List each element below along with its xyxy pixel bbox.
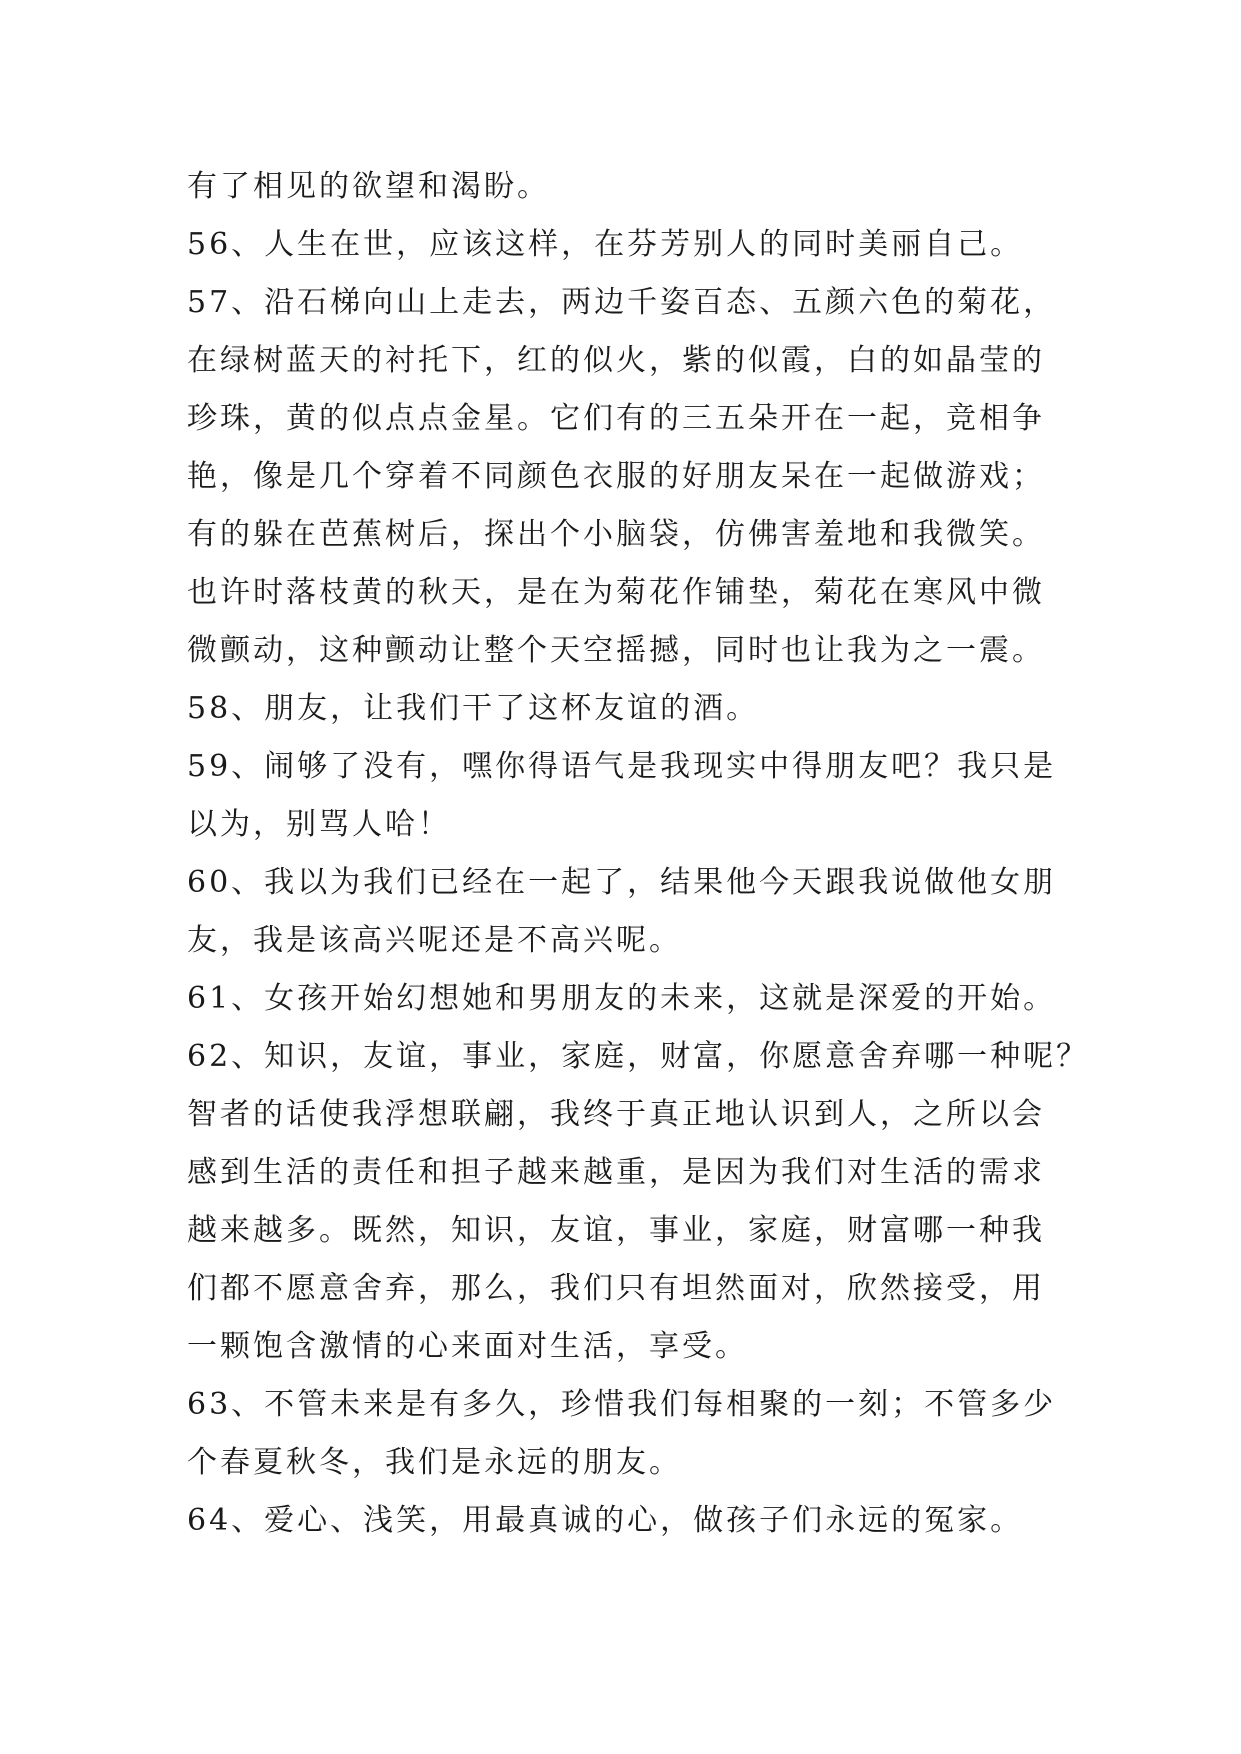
text-line: 63、不管未来是有多久，珍惜我们每相聚的一刻；不管多少 [187, 1387, 1057, 1422]
text-line: 一颗饱含激情的心来面对生活，享受。 [187, 1329, 748, 1364]
text-line: 珍珠，黄的似点点金星。它们有的三五朵开在一起，竞相争 [187, 401, 1045, 436]
text-line: 也许时落枝黄的秋天，是在为菊花作铺垫，菊花在寒风中微 [187, 575, 1045, 610]
text-line: 在绿树蓝天的衬托下，红的似火，紫的似霞，白的如晶莹的 [187, 343, 1045, 378]
text-line: 有的躲在芭蕉树后，探出个小脑袋，仿佛害羞地和我微笑。 [187, 517, 1045, 552]
text-line: 以为，别骂人哈！ [187, 807, 451, 842]
text-line: 感到生活的责任和担子越来越重，是因为我们对生活的需求 [187, 1155, 1045, 1190]
text-line: 61、女孩开始幻想她和男朋友的未来，这就是深爱的开始。 [187, 981, 1057, 1016]
text-line: 智者的话使我浮想联翩，我终于真正地认识到人，之所以会 [187, 1097, 1045, 1132]
text-line: 56、人生在世，应该这样，在芬芳别人的同时美丽自己。 [187, 227, 1024, 262]
text-line: 们都不愿意舍弃，那么，我们只有坦然面对，欣然接受，用 [187, 1271, 1045, 1306]
text-line: 64、爱心、浅笑，用最真诚的心，做孩子们永远的冤家。 [187, 1503, 1024, 1538]
body-text [187, 158, 1090, 1550]
text-line: 62、知识，友谊，事业，家庭，财富，你愿意舍弃哪一种呢？ [187, 1039, 1090, 1074]
text-line: 越来越多。既然，知识，友谊，事业，家庭，财富哪一种我 [187, 1213, 1045, 1248]
text-line: 艳，像是几个穿着不同颜色衣服的好朋友呆在一起做游戏； [187, 459, 1045, 494]
text-line: 59、闹够了没有，嘿你得语气是我现实中得朋友吧？我只是 [187, 749, 1057, 784]
text-line: 58、朋友，让我们干了这杯友谊的酒。 [187, 691, 760, 726]
text-line: 个春夏秋冬，我们是永远的朋友。 [187, 1445, 682, 1480]
text-line: 友，我是该高兴呢还是不高兴呢。 [187, 923, 682, 958]
text-line: 微颤动，这种颤动让整个天空摇撼，同时也让我为之一震。 [187, 633, 1045, 668]
text-line: 有了相见的欲望和渴盼。 [187, 169, 550, 204]
text-line: 57、沿石梯向山上走去，两边千姿百态、五颜六色的菊花， [187, 285, 1057, 320]
text-line: 60、我以为我们已经在一起了，结果他今天跟我说做他女朋 [187, 865, 1057, 900]
